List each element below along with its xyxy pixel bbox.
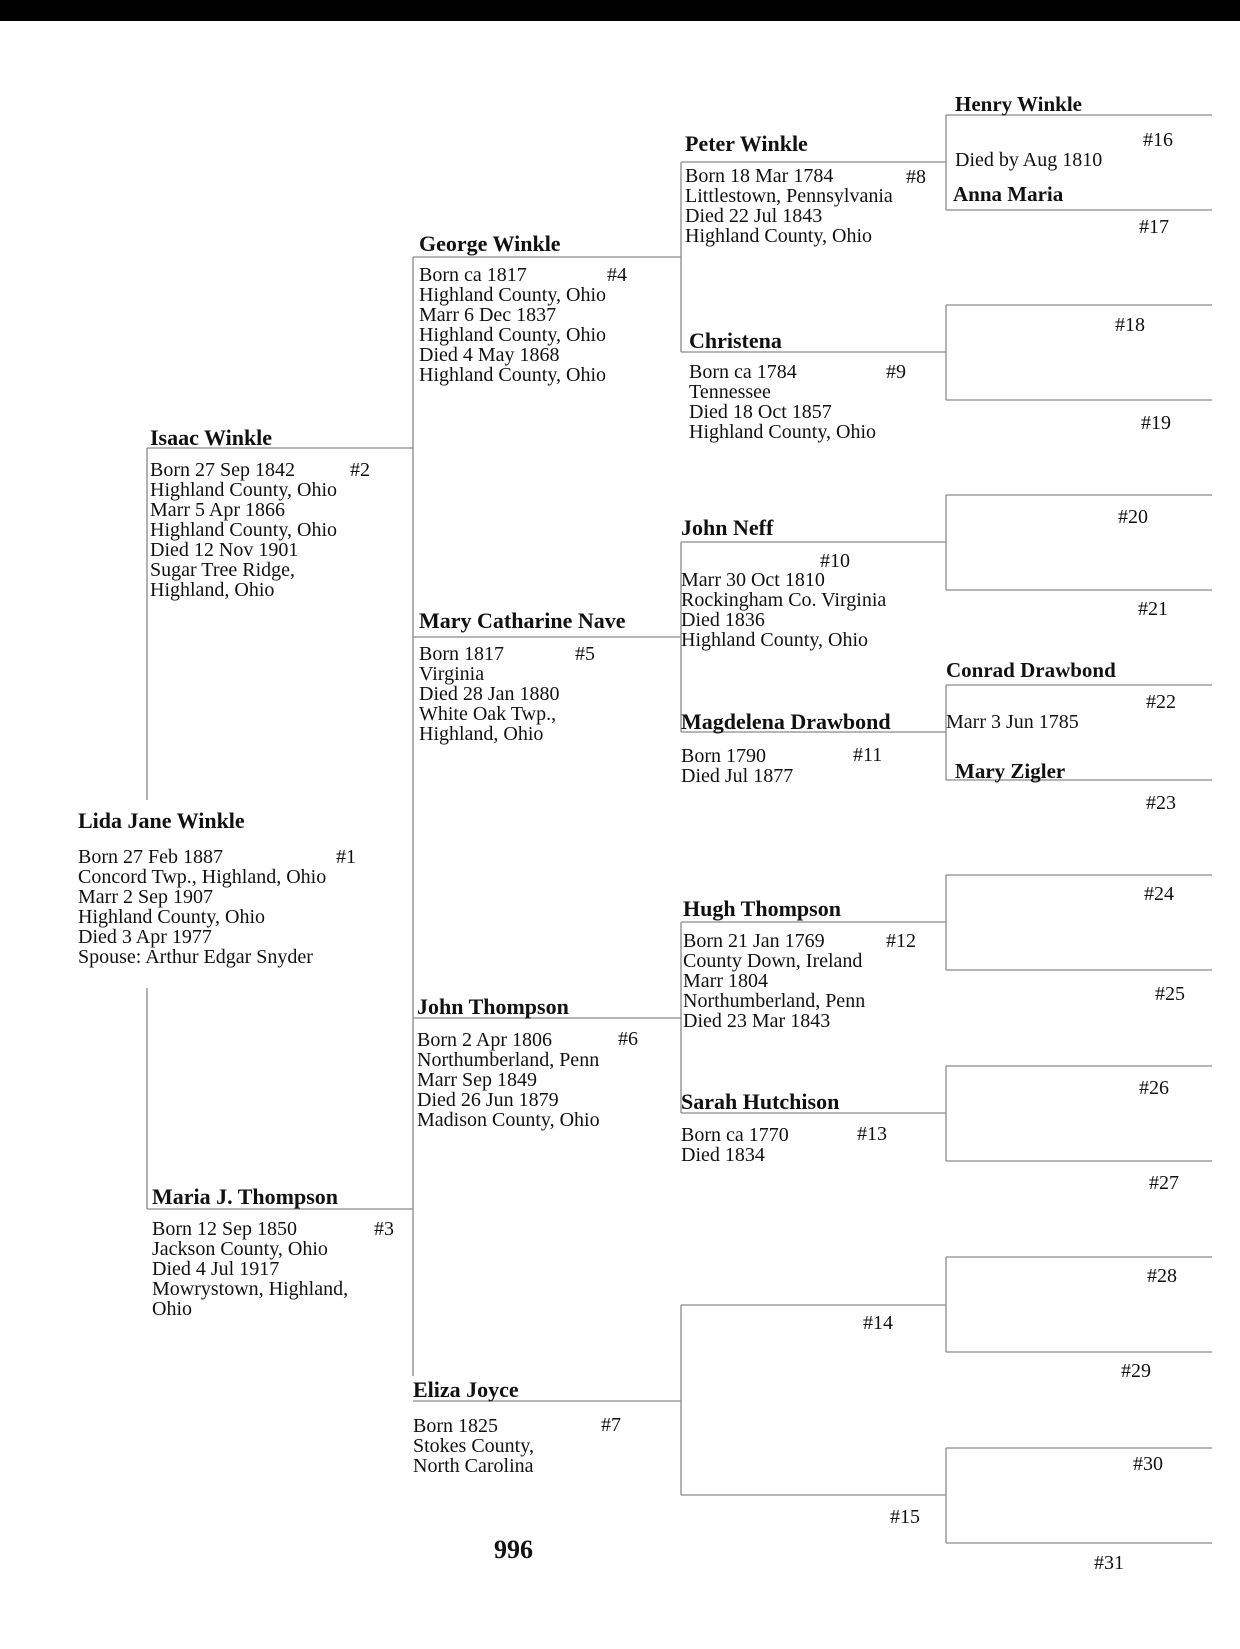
person-25-number: #25 <box>1155 983 1185 1005</box>
person-3-name: Maria J. Thompson <box>152 1184 339 1209</box>
person-7-details: Born 1825 Stokes County, North Carolina <box>413 1415 534 1477</box>
person-16-details: Died by Aug 1810 <box>955 149 1103 171</box>
person-22-number: #22 <box>1146 691 1176 713</box>
person-18-number: #18 <box>1115 314 1145 336</box>
person-5-name: Mary Catharine Nave <box>419 608 626 633</box>
person-13-details: Born ca 1770 Died 1834 <box>681 1124 789 1166</box>
person-24-number: #24 <box>1144 883 1174 905</box>
person-10-number: #10 <box>820 550 850 572</box>
person-16-number: #16 <box>1143 129 1173 151</box>
person-9-details: Born ca 1784 Tennessee Died 18 Oct 1857 Highland County, Ohio <box>689 361 877 443</box>
person-17-name: Anna Maria <box>953 182 1064 206</box>
person-7-name: Eliza Joyce <box>413 1377 519 1402</box>
page-number: 996 <box>494 1535 533 1564</box>
person-4-details: Born ca 1817 Highland County, Ohio Marr 6 Dec 1837 Highland County, Ohio Died 4 May 1868 Highland County, Ohio <box>419 264 607 386</box>
person-9-number: #9 <box>886 361 906 383</box>
person-27-number: #27 <box>1149 1172 1179 1194</box>
person-1-number: #1 <box>336 846 356 868</box>
person-30-number: #30 <box>1133 1453 1163 1475</box>
person-12-name: Hugh Thompson <box>683 896 841 921</box>
person-6-details: Born 2 Apr 1806 Northumberland, Penn Marr Sep 1849 Died 26 Jun 1879 Madison County, Ohio <box>417 1029 600 1131</box>
person-9-name: Christena <box>689 328 782 353</box>
person-31-number: #31 <box>1094 1552 1124 1574</box>
person-29-number: #29 <box>1121 1360 1151 1382</box>
person-2-name: Isaac Winkle <box>150 425 273 450</box>
person-26-number: #26 <box>1139 1077 1169 1099</box>
person-3-details: Born 12 Sep 1850 Jackson County, Ohio Died 4 Jul 1917 Mowrystown, Highland, Ohio <box>152 1218 349 1320</box>
person-21-number: #21 <box>1138 598 1168 620</box>
person-22-details: Marr 3 Jun 1785 <box>946 711 1079 733</box>
person-2-details: Born 27 Sep 1842 Highland County, Ohio Marr 5 Apr 1866 Highland County, Ohio Died 12 Nov 1901 Sugar Tree Ridge, Highland, Ohio <box>150 459 338 601</box>
person-1-details: Born 27 Feb 1887 Concord Twp., Highland, Ohio Marr 2 Sep 1907 Highland County, Ohio Died 3 Apr 1977 Spouse: Arthur Edgar Snyder <box>78 846 327 968</box>
person-8-number: #8 <box>906 166 926 188</box>
person-20-number: #20 <box>1118 506 1148 528</box>
person-5-number: #5 <box>575 643 595 665</box>
person-6-number: #6 <box>618 1028 638 1050</box>
person-12-details: Born 21 Jan 1769 County Down, Ireland Marr 1804 Northumberland, Penn Died 23 Mar 1843 <box>683 930 866 1032</box>
person-17-number: #17 <box>1139 216 1169 238</box>
person-8-name: Peter Winkle <box>685 131 808 156</box>
person-11-number: #11 <box>853 744 883 766</box>
person-13-number: #13 <box>857 1123 887 1145</box>
person-10-details: Marr 30 Oct 1810 Rockingham Co. Virginia Died 1836 Highland County, Ohio <box>681 569 887 651</box>
person-12-number: #12 <box>886 930 916 952</box>
person-6-name: John Thompson <box>417 994 569 1019</box>
person-15-number: #15 <box>890 1506 920 1528</box>
person-13-name: Sarah Hutchison <box>681 1089 840 1114</box>
person-3-number: #3 <box>374 1218 394 1240</box>
person-2-number: #2 <box>350 459 370 481</box>
person-4-name: George Winkle <box>419 231 561 256</box>
person-4-number: #4 <box>607 264 627 286</box>
person-8-details: Born 18 Mar 1784 Littlestown, Pennsylvania Died 22 Jul 1843 Highland County, Ohio <box>685 165 893 247</box>
person-5-details: Born 1817 Virginia Died 28 Jan 1880 White Oak Twp., Highland, Ohio <box>419 643 560 745</box>
person-7-number: #7 <box>601 1414 621 1436</box>
person-23-name: Mary Zigler <box>955 759 1066 783</box>
person-10-name: John Neff <box>681 515 774 540</box>
person-11-name: Magdelena Drawbond <box>681 709 891 734</box>
person-14-number: #14 <box>863 1312 893 1334</box>
person-28-number: #28 <box>1147 1265 1177 1287</box>
person-11-details: Born 1790 Died Jul 1877 <box>681 745 794 787</box>
person-22-name: Conrad Drawbond <box>946 658 1116 682</box>
person-19-number: #19 <box>1141 412 1171 434</box>
person-16-name: Henry Winkle <box>955 92 1082 116</box>
person-23-number: #23 <box>1146 792 1176 814</box>
person-1-name: Lida Jane Winkle <box>78 808 245 833</box>
